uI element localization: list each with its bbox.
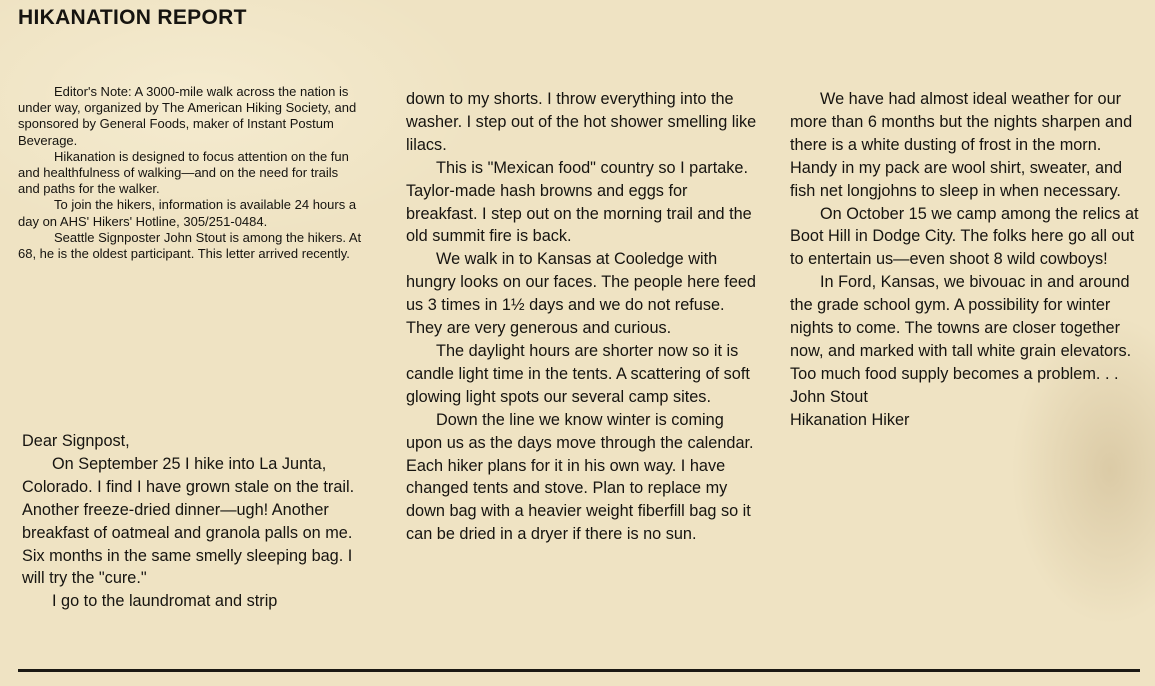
letter-paragraph: On September 25 I hike into La Junta, Colorado. I find I have grown stale on the trail. Another freeze-dried dinner—ugh! Another breakfast of oatmeal and granola palls on me. Six months in the same smelly sleeping bag. I will try the "cure."	[22, 454, 355, 588]
letter-paragraph: This is "Mexican food" country so I partake. Taylor-made hash browns and eggs for breakfast. I step out on the morning trail and the old summit fire is back.	[406, 158, 752, 246]
letter-column-3	[790, 88, 1145, 432]
letter-paragraph: On October 15 we camp among the relics at Boot Hill in Dodge City. The folks here go all out to entertain us—even shoot 8 wild cowboys!	[790, 204, 1139, 269]
letter-paragraph: The daylight hours are shorter now so it is candle light time in the tents. A scattering of soft glowing light spots our several camp sites.	[406, 341, 750, 406]
letter-paragraph: In Ford, Kansas, we bivouac in and around the grade school gym. A possibility for winter nights to come. The towns are closer together now, and marked with tall white grain elevators. Too much food supply becomes a problem. . .	[790, 273, 1132, 383]
letter-paragraph: We walk in to Kansas at Cooledge with hungry looks on our faces. The people here feed us 3 times in 1½ days and we do not refuse. They are very generous and curious.	[406, 250, 756, 338]
letter-paragraph: I go to the laundromat and strip	[52, 592, 278, 611]
editor-note	[18, 84, 363, 262]
letter-paragraph: down to my shorts. I throw everything into the washer. I step out of the hot shower smelling like lilacs.	[406, 90, 757, 154]
editor-note-paragraph: Seattle Signposter John Stout is among the hikers. At 68, he is the oldest participant. This letter arrived recently.	[18, 229, 362, 262]
bottom-rule	[18, 669, 1140, 672]
letter-column-2	[406, 88, 761, 546]
article-heading: HIKANATION REPORT	[18, 6, 247, 29]
letter-paragraph: Down the line we know winter is coming upon us as the days move through the calendar. Each hiker plans for it in his own way. I have changed tents and stove. Plan to replace my down bag with a heavier weight fiberfill bag so it can be dried in a dryer if there is no sun.	[406, 410, 754, 544]
letter-salutation: Dear Signpost,	[22, 432, 130, 450]
letter-paragraph: We have had almost ideal weather for our more than 6 months but the nights sharpen and there is a white dusting of frost in the morn. Handy in my pack are wool shirt, sweater, and fish net longjohns to sleep in when necessary.	[790, 90, 1133, 200]
editor-note-paragraph: Hikanation is designed to focus attention on the fun and healthfulness of walking—and on the need for trails and paths for the walker.	[18, 148, 349, 197]
letter-column-1	[22, 430, 367, 613]
signature-title: Hikanation Hiker	[790, 410, 910, 429]
signature-name: John Stout	[790, 387, 868, 406]
editor-note-paragraph: Editor's Note: A 3000-mile walk across the nation is under way, organized by The American Hiking Society, and sponsored by General Foods, maker of Instant Postum Beverage.	[18, 84, 357, 148]
editor-note-paragraph: To join the hikers, information is available 24 hours a day on AHS' Hikers' Hotline, 305/251-0484.	[18, 197, 357, 229]
